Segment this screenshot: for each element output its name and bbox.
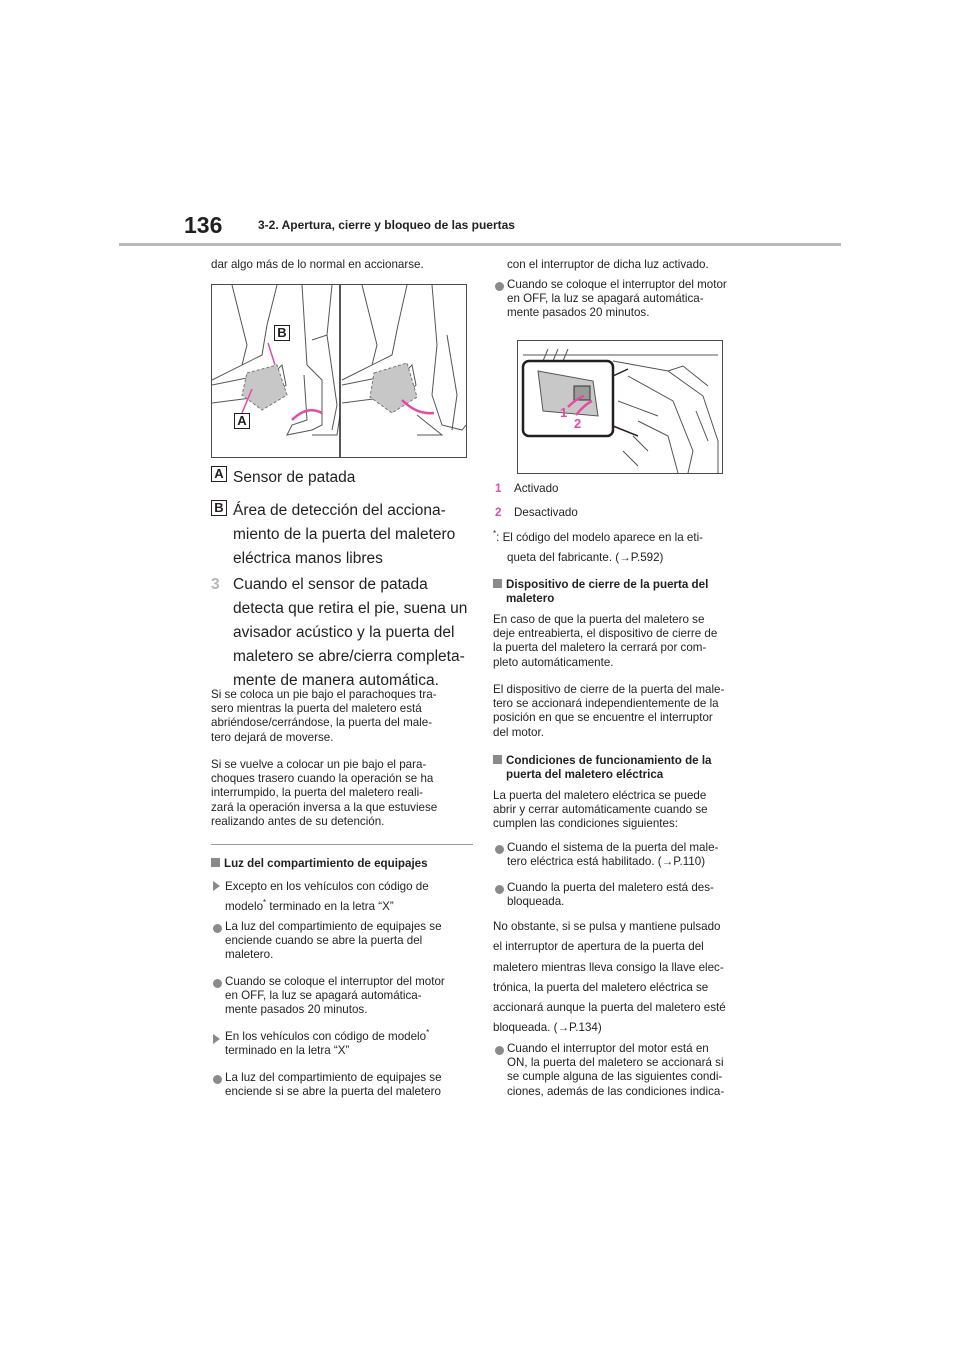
text-line: maletero. xyxy=(225,948,274,962)
text-line: La puerta del maletero eléctrica se puede xyxy=(493,789,707,802)
intro-text: dar algo más de lo normal en accionarse. xyxy=(211,258,424,271)
bullet-light-on-open xyxy=(225,920,475,963)
kick-sensor-drawing xyxy=(212,285,466,457)
text-line: bloqueada. xyxy=(507,895,565,909)
step-line: mente de manera automática. xyxy=(233,672,439,689)
step-number: 3 xyxy=(211,576,220,593)
text-line: tero eléctrica está habilitado. (→P.110) xyxy=(507,855,706,869)
text-line: tero dejará de moverse. xyxy=(211,730,334,744)
text-line: interrumpido, la puerta del maletero reali- xyxy=(211,786,424,800)
section-divider xyxy=(211,844,473,845)
step-line: avisador acústico y la puerta del xyxy=(233,624,455,641)
text-line: trónica, la puerta del maletero eléctrica se xyxy=(493,980,709,994)
legend-b-text xyxy=(233,499,473,571)
text-line: En los vehículos con código de modelo* xyxy=(225,1028,430,1043)
text-line: puerta del maletero eléctrica xyxy=(506,768,664,782)
bullet-dot-icon xyxy=(495,845,504,854)
kick-sensor-illustration xyxy=(211,284,467,458)
square-bullet-icon xyxy=(493,755,502,764)
asterisk: * xyxy=(263,898,267,908)
step-line: maletero se abre/cierra completa- xyxy=(233,648,465,665)
arrow-item-x-models xyxy=(225,1030,475,1058)
text-line: en OFF, la luz se apagará automática- xyxy=(507,292,704,306)
text-line: cumplen las condiciones siguientes: xyxy=(493,817,678,831)
text-line: *: El código del modelo aparece en la eti- xyxy=(493,529,704,544)
text-line: enciende cuando se abre la puerta del xyxy=(225,934,423,948)
text-line: bloqueada. (→P.134) xyxy=(493,1021,602,1035)
text-line: ciones, además de las condiciones indica- xyxy=(507,1084,725,1098)
text-line: choques trasero cuando la operación se ha xyxy=(211,772,434,786)
text-line: enciende si se abre la puerta del maletero xyxy=(225,1085,441,1099)
text-line: sero mientras la puerta del maletero está xyxy=(211,702,422,716)
bullet-dot-icon xyxy=(213,1075,222,1084)
text-line: ON, la puerta del maletero se accionará si xyxy=(507,1056,724,1070)
text-line: No obstante, si se pulsa y mantiene pulsado xyxy=(493,920,721,933)
item-number: 1 xyxy=(495,482,502,495)
legend-b-box: B xyxy=(211,500,227,516)
asterisk: * xyxy=(493,529,497,539)
text-line: La luz del compartimiento de equipajes se xyxy=(225,1071,442,1084)
text-line: maletero mientras lleva consigo la llave elec- xyxy=(493,960,724,974)
text-line: Si se coloca un pie bajo el parachoques tra- xyxy=(211,688,437,701)
text-line: Si se vuelve a colocar un pie bajo el para- xyxy=(211,758,427,771)
text-line: la puerta del maletero la cerrará por com- xyxy=(493,641,707,655)
text-line: accionará aunque la puerta del maletero esté xyxy=(493,1001,726,1015)
bullet-engine-off xyxy=(507,278,767,321)
page-number: 136 xyxy=(184,212,223,238)
text-line: Excepto en los vehículos con código de xyxy=(225,880,429,893)
legend-b-line: miento de la puerta del maletero xyxy=(233,526,456,543)
legend-b-line: eléctrica manos libres xyxy=(233,550,383,567)
step-line: Cuando el sensor de patada xyxy=(233,576,428,593)
text-line: mente pasados 20 minutos. xyxy=(507,306,650,320)
bullet-dot-icon xyxy=(495,1046,504,1055)
square-bullet-icon xyxy=(211,858,220,867)
section-heading-closer xyxy=(493,578,755,606)
text-line: del motor. xyxy=(493,725,544,739)
text-line: modelo* terminado en la letra “X” xyxy=(225,898,394,913)
square-bullet-icon xyxy=(493,579,502,588)
text-line: maletero xyxy=(506,592,555,606)
section-heading-conditions xyxy=(493,754,755,782)
heading-text: Luz del compartimiento de equipajes xyxy=(224,857,428,870)
legend-a-box: A xyxy=(211,466,227,482)
figure-label-b: B xyxy=(274,325,290,341)
item-deactivated: Desactivado xyxy=(514,506,578,519)
figure-label-1: 1 xyxy=(560,405,568,420)
bullet-dot-icon xyxy=(213,979,222,988)
step-line: detecta que retira el pie, suena un xyxy=(233,600,468,617)
text-line: En caso de que la puerta del maletero se xyxy=(493,613,705,626)
paragraph-foot-stop xyxy=(211,688,473,745)
paragraph-electronic-key xyxy=(493,917,755,1039)
text-line: se cumple alguna de las siguientes condi- xyxy=(507,1070,723,1084)
text-line: queta del fabricante. (→P.592) xyxy=(507,551,664,564)
text-line: mente pasados 20 minutos. xyxy=(225,1003,368,1017)
figure-label-a: A xyxy=(234,413,250,429)
text-line: Cuando se coloque el interruptor del motor xyxy=(225,975,445,988)
text-line: en OFF, la luz se apagará automática- xyxy=(225,989,422,1003)
arrow-bullet-icon xyxy=(213,1034,220,1044)
bullet-dot-icon xyxy=(495,885,504,894)
text-line: zará la operación inversa a la que estuviese xyxy=(211,800,438,814)
paragraph-closer-2 xyxy=(493,683,755,740)
text-line: posición en que se encuentre el interruptor xyxy=(493,711,713,725)
bullet-dot-icon xyxy=(213,924,222,933)
legend-a-text: Sensor de patada xyxy=(233,469,356,486)
light-switch-drawing xyxy=(518,341,722,473)
paragraph-closer-1 xyxy=(493,613,755,670)
arrow-bullet-icon xyxy=(213,881,220,891)
footnote-model-code xyxy=(493,528,755,568)
text-line: realizando antes de su detención. xyxy=(211,814,385,828)
text-line: tero se accionará independientemente de la xyxy=(493,697,719,711)
text-line: Condiciones de funcionamiento de la xyxy=(493,754,755,768)
section-heading-luggage-light xyxy=(211,857,473,871)
bullet-unlocked xyxy=(507,881,767,909)
asterisk: * xyxy=(426,1028,430,1038)
header-divider xyxy=(119,243,841,246)
arrow-item-except-x xyxy=(225,877,475,917)
text-line: deje entreabierta, el dispositivo de cierre de xyxy=(493,627,718,641)
text-line: el interruptor de apertura de la puerta del xyxy=(493,940,704,954)
bullet-light-off-20min xyxy=(225,975,475,1018)
figure-label-2: 2 xyxy=(574,416,582,431)
item-activated: Activado xyxy=(514,482,559,495)
paragraph-conditions xyxy=(493,789,755,832)
text-line: Dispositivo de cierre de la puerta del xyxy=(493,578,755,592)
bullet-dot-icon xyxy=(495,282,504,291)
step-3-text xyxy=(233,573,473,693)
text-line: terminado en la letra “X” xyxy=(225,1044,350,1058)
text-line: pleto automáticamente. xyxy=(493,655,614,669)
text-line: Cuando se coloque el interruptor del motor xyxy=(507,278,727,291)
continued-text: con el interruptor de dicha luz activado. xyxy=(507,258,709,271)
legend-b-line: Área de detección del acciona- xyxy=(233,502,446,519)
text-line: Cuando el interruptor del motor está en xyxy=(507,1042,709,1055)
text-line: Cuando el sistema de la puerta del male- xyxy=(507,841,719,854)
item-number: 2 xyxy=(495,506,502,519)
bullet-system-enabled xyxy=(507,841,767,869)
text-line: abriéndose/cerrándose, la puerta del male- xyxy=(211,716,433,730)
luggage-light-switch-illustration xyxy=(517,340,723,474)
text-line: abrir y cerrar automáticamente cuando se xyxy=(493,803,708,817)
paragraph-foot-reverse xyxy=(211,758,473,829)
bullet-engine-on xyxy=(507,1042,767,1099)
bullet-light-switch xyxy=(225,1071,475,1099)
text-line: La luz del compartimiento de equipajes se xyxy=(225,920,442,933)
section-title: 3-2. Apertura, cierre y bloqueo de las puertas xyxy=(258,218,515,232)
text-line: El dispositivo de cierre de la puerta del male- xyxy=(493,683,725,696)
text-line: Cuando la puerta del maletero está des- xyxy=(507,881,714,894)
